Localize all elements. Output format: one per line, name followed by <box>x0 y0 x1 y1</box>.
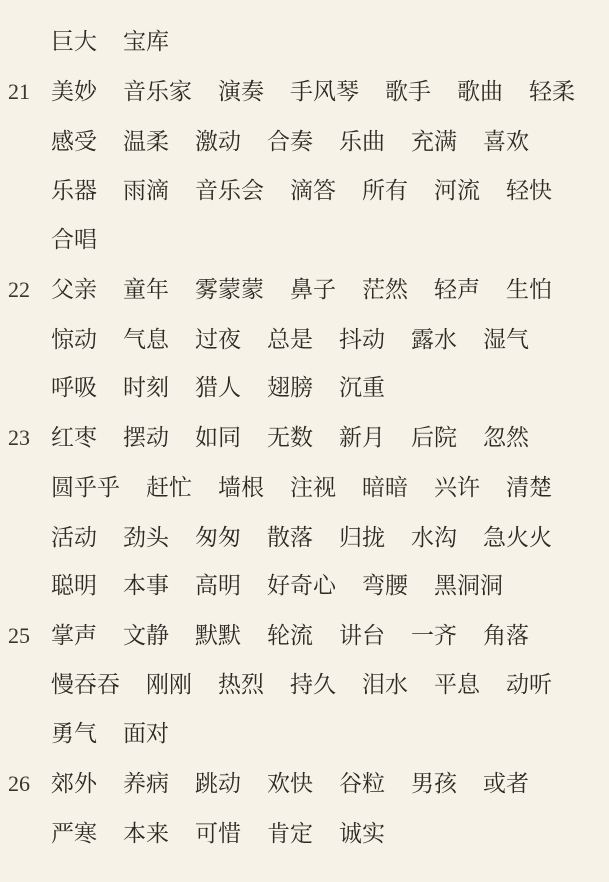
word-group <box>51 418 529 458</box>
vocab-word: 轻声 <box>434 277 480 303</box>
vocab-word: 乐器 <box>51 178 97 204</box>
vocab-word: 所有 <box>362 178 408 204</box>
vocab-word: 肯定 <box>267 821 313 847</box>
vocab-word: 活动 <box>51 525 97 551</box>
vocab-word: 喜欢 <box>483 129 529 155</box>
vocab-word: 讲台 <box>339 623 385 649</box>
vocab-word: 忽然 <box>483 425 529 451</box>
lesson-number: 26 <box>8 771 30 796</box>
vocab-word: 文静 <box>123 623 169 649</box>
vocab-word: 摆动 <box>123 425 169 451</box>
vocab-word: 猎人 <box>195 375 241 401</box>
vocab-word: 沉重 <box>339 375 385 401</box>
vocab-word: 高明 <box>195 573 241 599</box>
vocab-word: 泪水 <box>362 672 408 698</box>
vocab-word: 巨大 <box>51 29 97 55</box>
vocab-word: 或者 <box>483 771 529 797</box>
vocab-word: 气息 <box>123 327 169 353</box>
word-group <box>51 122 529 162</box>
vocab-word: 红枣 <box>51 425 97 451</box>
vocab-word: 轮流 <box>267 623 313 649</box>
word-group <box>51 320 529 360</box>
word-group <box>51 220 97 260</box>
vocab-word: 默默 <box>195 623 241 649</box>
vocab-word: 美妙 <box>51 79 97 105</box>
vocab-word: 后院 <box>411 425 457 451</box>
vocab-word: 呼吸 <box>51 375 97 401</box>
vocab-word: 水沟 <box>411 525 457 551</box>
vocab-word: 劲头 <box>123 525 169 551</box>
vocab-word: 郊外 <box>51 771 97 797</box>
vocab-word: 合唱 <box>51 227 97 253</box>
vocab-word: 激动 <box>195 129 241 155</box>
word-group <box>51 764 529 804</box>
vocab-word: 好奇心 <box>267 573 336 599</box>
vocab-word: 新月 <box>339 425 385 451</box>
vocab-word: 歌曲 <box>457 79 503 105</box>
vocab-word: 黑洞洞 <box>434 573 503 599</box>
word-group <box>51 22 169 62</box>
vocab-word: 感受 <box>51 129 97 155</box>
word-group <box>51 72 575 112</box>
vocab-word: 茫然 <box>362 277 408 303</box>
vocab-word: 惊动 <box>51 327 97 353</box>
vocab-word: 养病 <box>123 771 169 797</box>
vocab-word: 暗暗 <box>362 475 408 501</box>
vocab-word: 男孩 <box>411 771 457 797</box>
lesson-number: 25 <box>8 623 30 648</box>
vocab-word: 充满 <box>411 129 457 155</box>
vocab-word: 童年 <box>123 277 169 303</box>
word-group <box>51 665 552 705</box>
word-group <box>51 368 385 408</box>
vocab-word: 急火火 <box>483 525 552 551</box>
vocab-word: 热烈 <box>218 672 264 698</box>
word-group <box>51 171 552 211</box>
vocab-word: 赶忙 <box>146 475 192 501</box>
lesson-number: 22 <box>8 277 30 302</box>
vocab-word: 诚实 <box>339 821 385 847</box>
vocab-word: 湿气 <box>483 327 529 353</box>
vocab-word: 过夜 <box>195 327 241 353</box>
vocab-word: 一齐 <box>411 623 457 649</box>
vocab-word: 严寒 <box>51 821 97 847</box>
vocab-word: 滴答 <box>290 178 336 204</box>
vocab-word: 温柔 <box>123 129 169 155</box>
vocab-word: 平息 <box>434 672 480 698</box>
vocab-word: 谷粒 <box>339 771 385 797</box>
vocab-word: 聪明 <box>51 573 97 599</box>
vocab-word: 宝库 <box>123 29 169 55</box>
vocab-word: 欢快 <box>267 771 313 797</box>
vocab-word: 露水 <box>411 327 457 353</box>
word-group <box>51 616 529 656</box>
vocab-word: 如同 <box>195 425 241 451</box>
vocab-word: 鼻子 <box>290 277 336 303</box>
vocab-word: 合奏 <box>267 129 313 155</box>
vocab-word: 无数 <box>267 425 313 451</box>
vocab-word: 音乐会 <box>195 178 264 204</box>
vocab-word: 翅膀 <box>267 375 313 401</box>
vocab-word: 本来 <box>123 821 169 847</box>
vocab-word: 角落 <box>483 623 529 649</box>
word-group <box>51 566 503 606</box>
word-group <box>51 814 385 854</box>
word-group <box>51 518 552 558</box>
vocab-word: 生怕 <box>506 277 552 303</box>
vocab-word: 掌声 <box>51 623 97 649</box>
word-group <box>51 270 552 310</box>
vocab-word: 演奏 <box>218 79 264 105</box>
vocab-word: 刚刚 <box>146 672 192 698</box>
vocab-word: 本事 <box>123 573 169 599</box>
vocab-word: 面对 <box>123 721 169 747</box>
lesson-number: 21 <box>8 79 30 104</box>
vocab-word: 清楚 <box>506 475 552 501</box>
vocab-word: 歌手 <box>385 79 431 105</box>
vocab-word: 轻快 <box>506 178 552 204</box>
vocab-word: 持久 <box>290 672 336 698</box>
vocab-word: 圆乎乎 <box>51 475 120 501</box>
vocab-word: 勇气 <box>51 721 97 747</box>
vocab-word: 雨滴 <box>123 178 169 204</box>
word-group <box>51 468 552 508</box>
vocab-word: 雾蒙蒙 <box>195 277 264 303</box>
vocab-word: 注视 <box>290 475 336 501</box>
vocab-word: 弯腰 <box>362 573 408 599</box>
vocab-word: 父亲 <box>51 277 97 303</box>
vocab-word: 匆匆 <box>195 525 241 551</box>
vocab-word: 抖动 <box>339 327 385 353</box>
word-group <box>51 714 169 754</box>
vocab-word: 慢吞吞 <box>51 672 120 698</box>
vocab-word: 墙根 <box>218 475 264 501</box>
vocab-word: 时刻 <box>123 375 169 401</box>
vocab-word: 总是 <box>267 327 313 353</box>
lesson-number: 23 <box>8 425 30 450</box>
vocab-word: 乐曲 <box>339 129 385 155</box>
vocab-word: 可惜 <box>195 821 241 847</box>
vocab-word: 音乐家 <box>123 79 192 105</box>
vocab-word: 跳动 <box>195 771 241 797</box>
vocab-word: 河流 <box>434 178 480 204</box>
vocab-word: 轻柔 <box>529 79 575 105</box>
vocab-word: 手风琴 <box>290 79 359 105</box>
vocab-word: 动听 <box>506 672 552 698</box>
vocab-word: 兴许 <box>434 475 480 501</box>
vocab-word: 散落 <box>267 525 313 551</box>
vocab-word: 归拢 <box>339 525 385 551</box>
